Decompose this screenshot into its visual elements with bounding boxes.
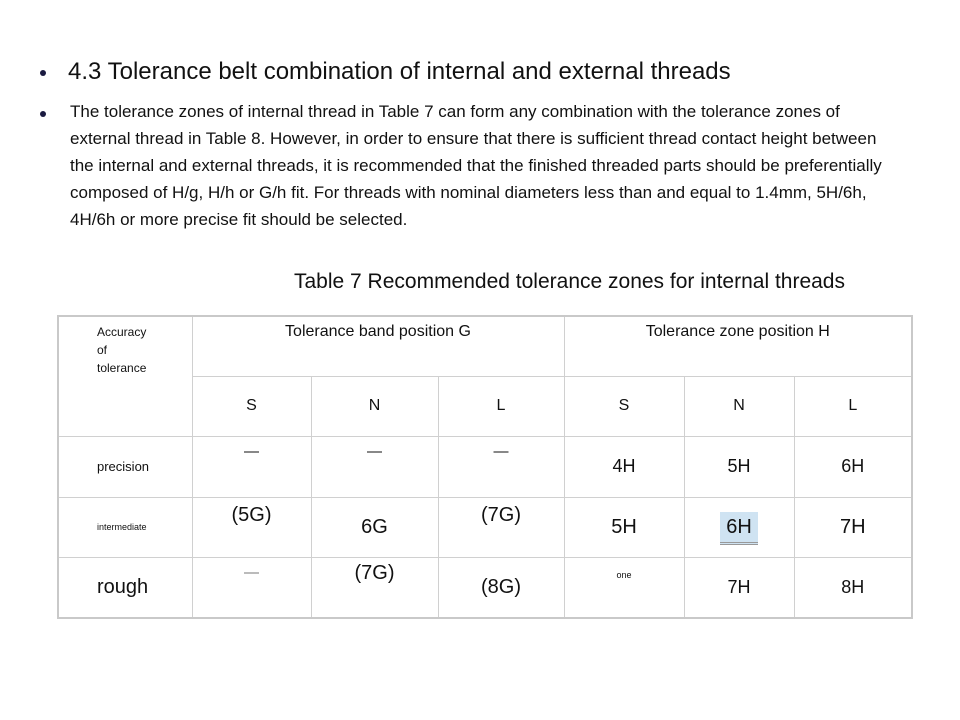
row-label: rough xyxy=(58,557,192,618)
row-label: precision xyxy=(58,436,192,497)
table-cell: one xyxy=(564,557,684,618)
row-label: intermediate xyxy=(58,497,192,557)
group-header-h: Tolerance zone position H xyxy=(564,316,912,376)
bullet-icon xyxy=(40,70,46,76)
corner-label-line: of xyxy=(97,343,108,357)
corner-header xyxy=(58,316,192,436)
subheader-cell: L xyxy=(438,376,564,436)
section-heading: 4.3 Tolerance belt combination of internal and external threads xyxy=(68,58,731,85)
subheader-cell: S xyxy=(192,376,311,436)
table-cell: — xyxy=(438,436,564,497)
table-cell: 6H xyxy=(794,436,912,497)
table-cell: 5H xyxy=(564,497,684,557)
table-row xyxy=(58,557,912,618)
corner-label-line: tolerance xyxy=(97,361,147,375)
corner-label-line: Accuracy xyxy=(97,325,147,339)
table-cell: — xyxy=(192,557,311,618)
subheader-cell: N xyxy=(684,376,794,436)
table-cell: 7H xyxy=(794,497,912,557)
table-caption: Table 7 Recommended tolerance zones for internal threads xyxy=(294,270,845,293)
bullet-icon xyxy=(40,111,46,117)
subheader-cell: S xyxy=(564,376,684,436)
table-cell: 5H xyxy=(684,436,794,497)
table-cell: (7G) xyxy=(311,557,438,618)
tolerance-table xyxy=(57,315,913,619)
table-cell: 6G xyxy=(311,497,438,557)
group-header-g: Tolerance band position G xyxy=(192,316,564,376)
subheader-cell: L xyxy=(794,376,912,436)
section-paragraph: The tolerance zones of internal thread in Table 7 can form any combination with the tolerance zones of external thread in Table 8. However, in order to ensure that there is sufficient thread contact height between the internal and external threads, it is recommended that the finished threaded parts should be preferentially composed of H/g, H/h or G/h fit. For threads with nominal diameters less than and equal to 1.4mm, 5H/6h, 4H/6h or more precise fit should be selected. xyxy=(70,102,882,229)
table-cell: — xyxy=(311,436,438,497)
table-cell: 7H xyxy=(684,557,794,618)
table-cell: 8H xyxy=(794,557,912,618)
table-row xyxy=(58,436,912,497)
table-row xyxy=(58,497,912,557)
table-cell: — xyxy=(192,436,311,497)
highlighted-value: 6H xyxy=(720,512,758,545)
subheader-cell: N xyxy=(311,376,438,436)
table-cell: 4H xyxy=(564,436,684,497)
table-cell: (5G) xyxy=(192,497,311,557)
table-cell: (8G) xyxy=(438,557,564,618)
table-cell-highlighted xyxy=(684,497,794,557)
table-cell: (7G) xyxy=(438,497,564,557)
